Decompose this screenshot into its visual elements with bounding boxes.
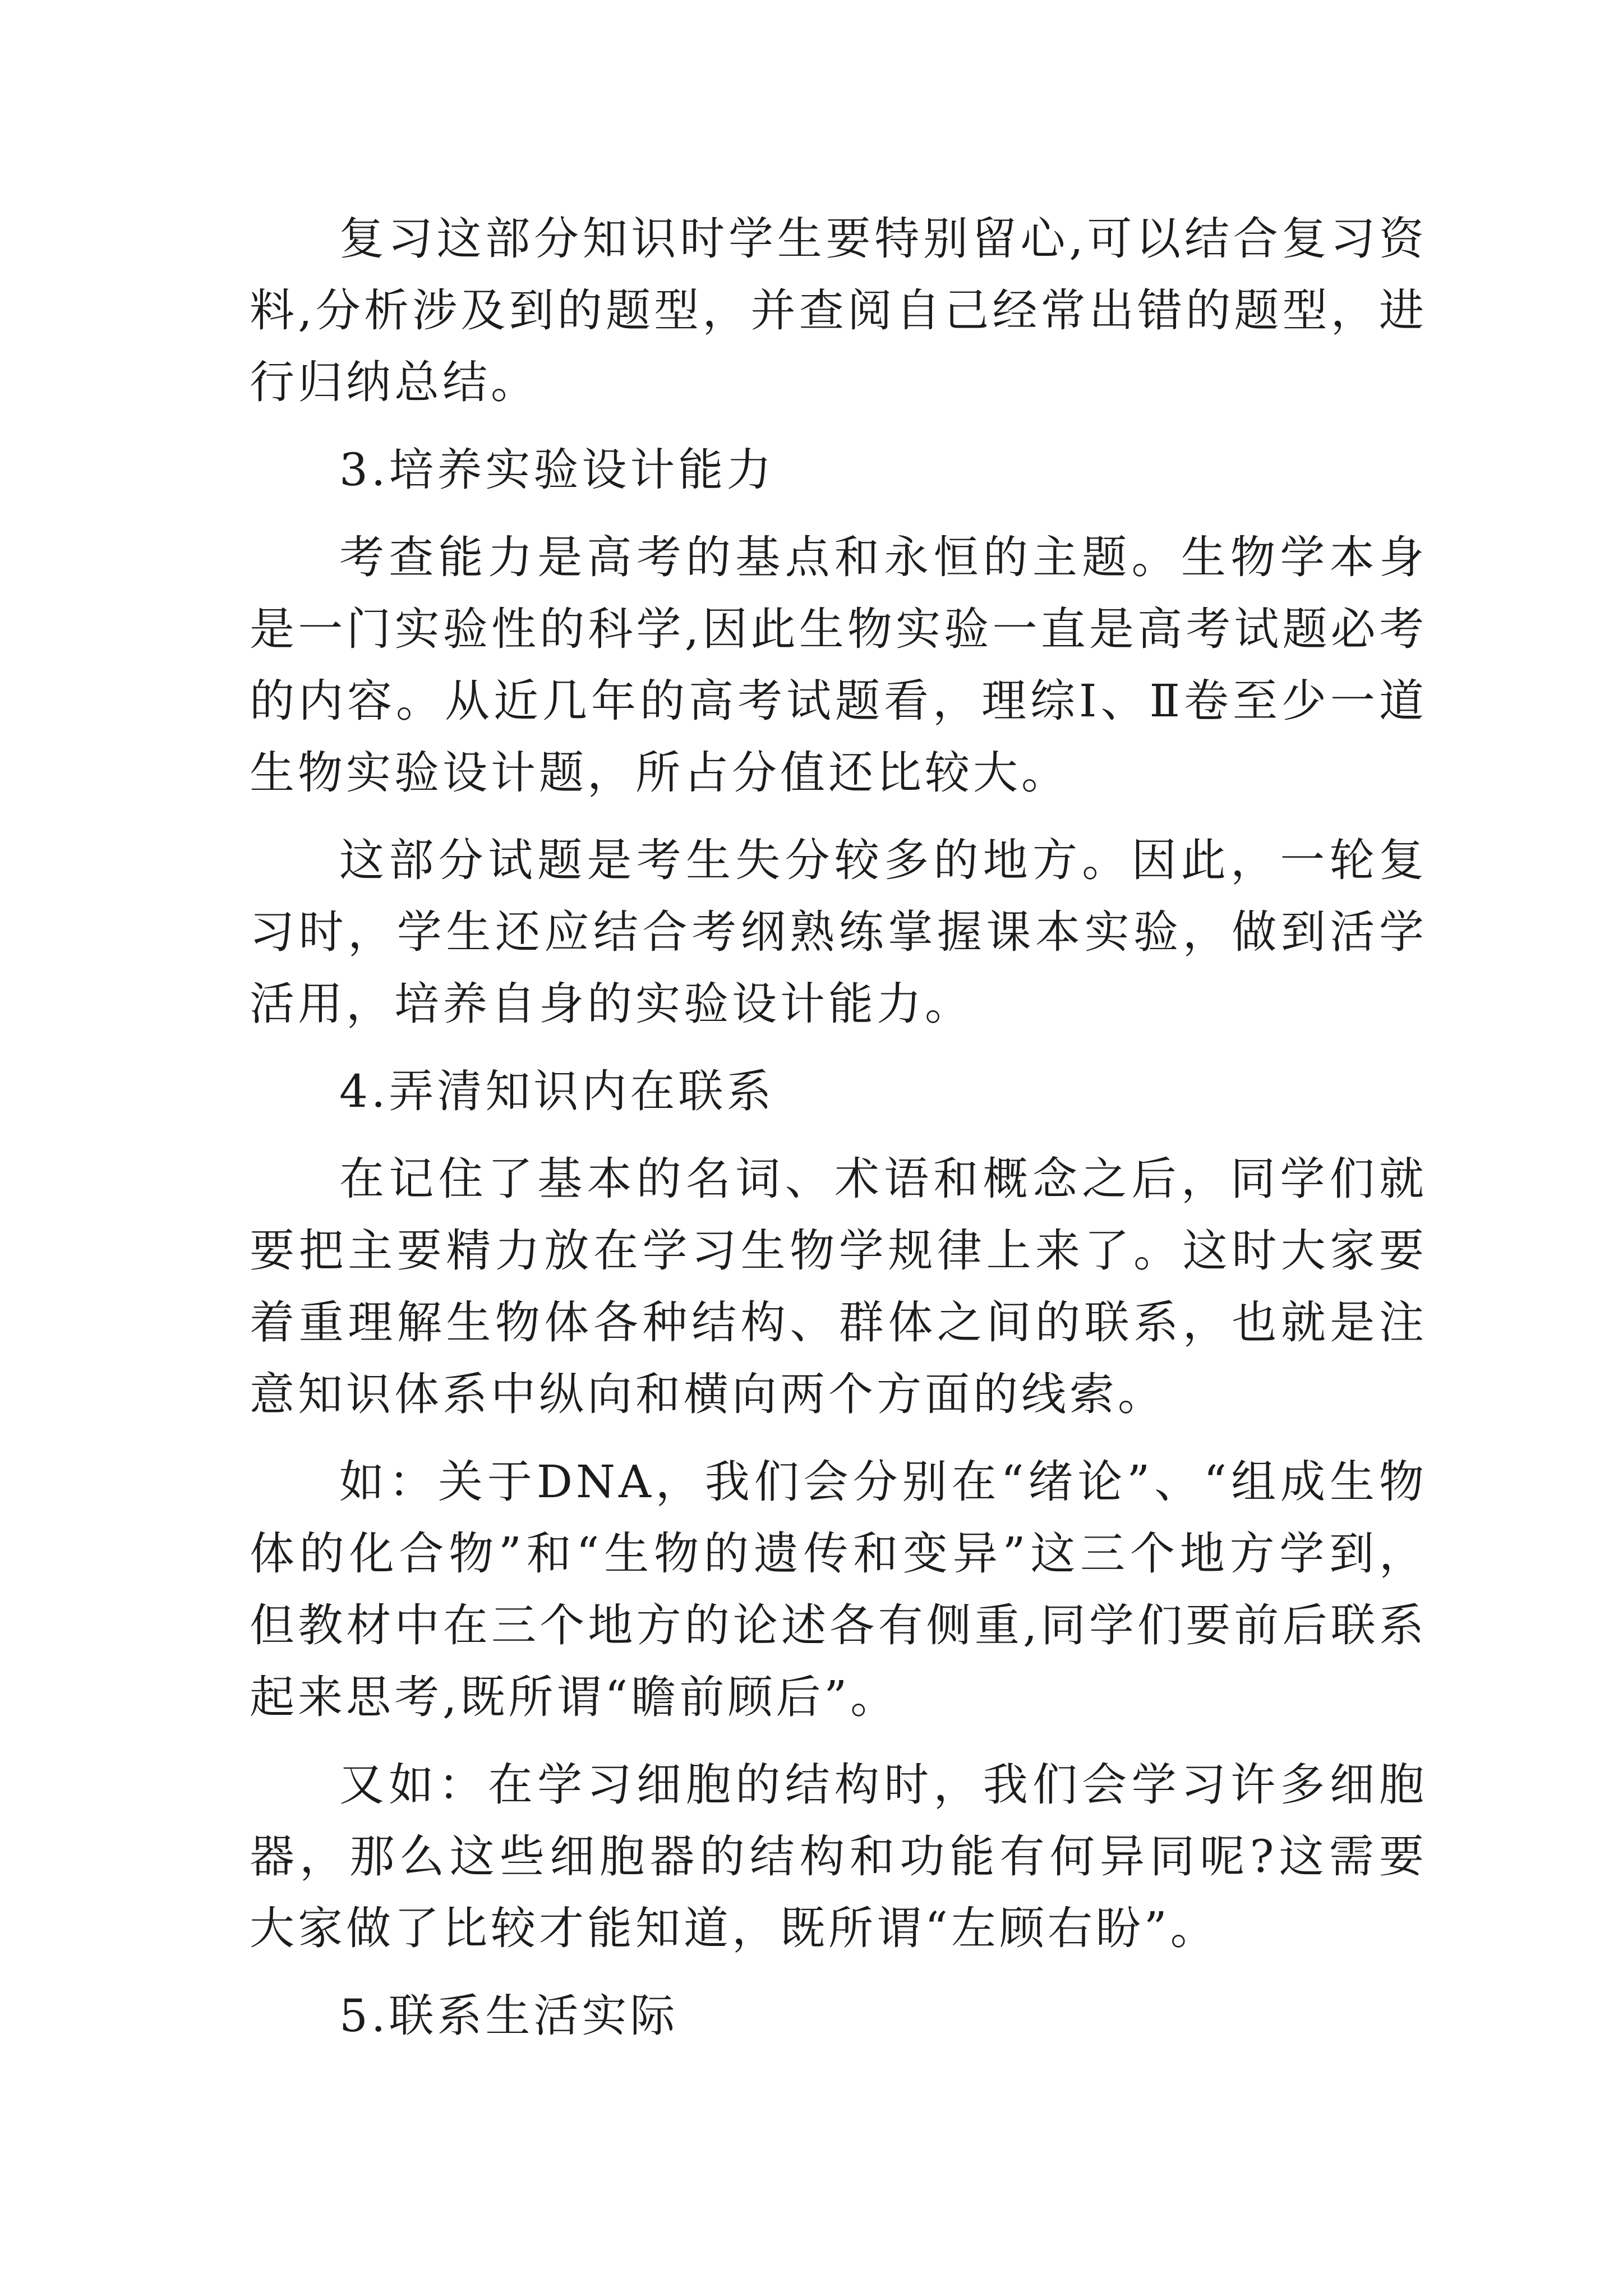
paragraph-dna-example: 如：关于DNA，我们会分别在“绪论”、“组成生物体的化合物”和“生物的遗传和变异”这三个地方学到，但教材中在三个地方的论述各有侧重,同学们要前后联系起来思考,既所谓“瞻前顾后”。 bbox=[250, 1456, 1427, 1723]
paragraph-experiment-design: 这部分试题是考生失分较多的地方。因此，一轮复习时，学生还应结合考纲熟练掌握课本实验，做到活学活用，培养自身的实验设计能力。 bbox=[250, 834, 1427, 1030]
paragraph-knowledge-links: 在记住了基本的名词、术语和概念之后，同学们就要把主要精力放在学习生物学规律上来了。这时大家要着重理解生物体各种结构、群体之间的联系，也就是注意知识体系中纵向和横向两个方面的线索。 bbox=[250, 1153, 1427, 1420]
section-heading-5: 5.联系生活实际 bbox=[339, 1990, 679, 2042]
document-body bbox=[250, 203, 1427, 2068]
paragraph-organelle-example: 又如：在学习细胞的结构时，我们会学习许多细胞器，那么这些细胞器的结构和功能有何异同呢?这需要大家做了比较才能知道，既所谓“左顾右盼”。 bbox=[250, 1759, 1427, 1954]
section-heading-4: 4.弄清知识内在联系 bbox=[339, 1065, 775, 1117]
section-heading-3: 3.培养实验设计能力 bbox=[339, 444, 775, 496]
paragraph-experiment-importance: 考查能力是高考的基点和永恒的主题。生物学本身是一门实验性的科学,因此生物实验一直是高考试题必考的内容。从近几年的高考试题看，理综Ⅰ、Ⅱ卷至少一道生物实验设计题，所占分值还比较大。 bbox=[250, 531, 1427, 799]
paragraph-review-tips: 复习这部分知识时学生要特别留心,可以结合复习资料,分析涉及到的题型，并查阅自己经常出错的题型，进行归纳总结。 bbox=[250, 213, 1427, 408]
